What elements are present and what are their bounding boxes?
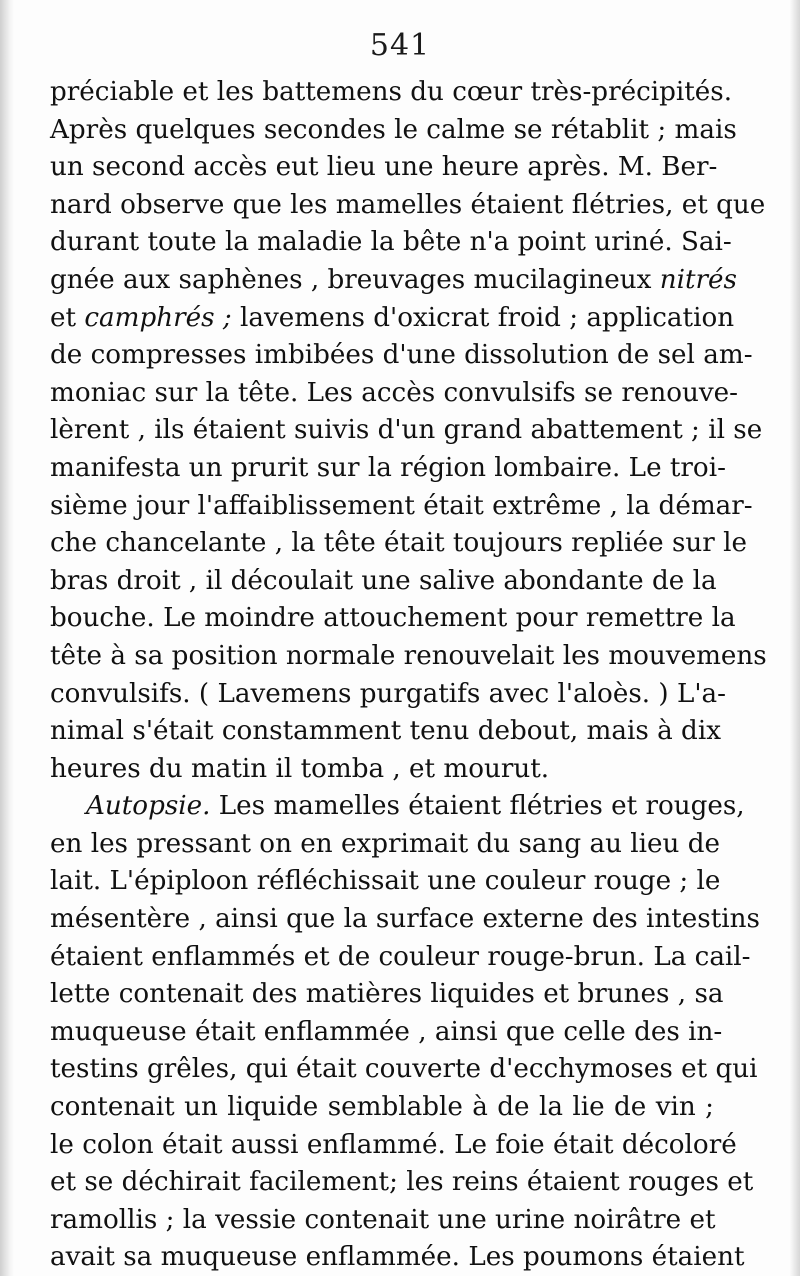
line-text: sième jour l'affaiblissement était extrême , la démar- (50, 490, 753, 521)
text-line (50, 337, 753, 375)
line-text: un second accès eut lieu une heure après. M. Ber- (50, 152, 718, 183)
page-gutter-shadow (0, 0, 14, 1276)
text-line (50, 74, 733, 112)
line-text: Les mamelles étaient flétries et rouges, (210, 791, 745, 822)
line-text: avait sa muqueuse enflammée. Les poumons étaient (50, 1242, 745, 1273)
line-text: préciable et les battemens du cœur très-précipités. (50, 77, 733, 107)
text-line (50, 149, 718, 187)
line-text: nard observe que les mamelles étaient flétries, et que (50, 189, 766, 220)
text-line (50, 300, 735, 338)
line-text: contenait un liquide semblable à de la lie de vin ; (50, 1092, 714, 1123)
text-line (50, 1202, 714, 1240)
line-text: le colon était aussi enflammé. Le foie était décoloré (50, 1129, 737, 1160)
text-line (50, 224, 732, 262)
line-text: muqueuse était enflammée , ainsi que celle des in- (50, 1016, 723, 1047)
line-text: et se déchirait facilement; les reins étaient rouges et (50, 1167, 754, 1198)
text-line (50, 826, 721, 864)
line-text: heures du matin il tomba , et mourut. (50, 753, 550, 784)
text-line (50, 1127, 737, 1165)
line-text: lavemens d'oxicrat froid ; application (231, 302, 735, 333)
text-line (50, 262, 737, 300)
line-text: ramollis ; la vessie contenait une urine noirâtre et (50, 1204, 716, 1235)
italic-text: camphrés ; (84, 302, 232, 333)
line-text: lait. L'épiploon réfléchissait une couleur rouge ; le (50, 866, 721, 897)
line-text: de compresses imbibées d'une dissolution de sel am- (50, 340, 753, 371)
body-text (50, 74, 767, 1277)
text-line (50, 187, 766, 225)
text-line (50, 600, 736, 638)
italic-text: nitrés (659, 264, 737, 295)
text-line (50, 788, 745, 826)
line-text: Après quelques secondes le calme se rétablit ; mais (50, 114, 737, 145)
text-line (50, 901, 760, 939)
line-text: che chancelante , la tête était toujours repliée sur le (50, 528, 747, 559)
text-line (50, 450, 726, 488)
text-line (50, 676, 727, 714)
text-line (50, 751, 714, 789)
line-text: moniac sur la tête. Les accès convulsifs se renouve- (50, 377, 738, 408)
text-line (50, 713, 721, 751)
italic-text: Autopsie. (86, 791, 211, 822)
text-line (50, 1239, 745, 1277)
page-edge-shadow (790, 0, 800, 1276)
text-line (50, 863, 721, 901)
page-number: 541 (369, 28, 431, 63)
text-line (50, 1051, 758, 1089)
line-text: lette contenait des matières liquides et brunes , sa (50, 979, 724, 1010)
line-text: bouche. Le moindre attouchement pour remettre la (50, 603, 736, 634)
line-text: gnée aux saphènes , breuvages mucilagineux (50, 264, 660, 295)
line-text: lèrent , ils étaient suivis d'un grand abattement ; il se (50, 415, 763, 446)
text-line (50, 563, 717, 601)
line-text: et (50, 302, 85, 333)
line-text: convulsifs. ( Lavemens purgatifs avec l'aloès. ) L'a- (50, 678, 727, 709)
text-line (50, 525, 747, 563)
line-text: tête à sa position normale renouvelait les mouvemens (50, 640, 767, 671)
line-text: étaient enflammés et de couleur rouge-brun. La cail- (50, 941, 751, 972)
text-line (50, 1089, 714, 1127)
text-line (50, 375, 738, 413)
line-text: bras droit , il découlait une salive abondante de la (50, 565, 717, 596)
text-line (50, 976, 724, 1014)
line-text: mésentère , ainsi que la surface externe des intestins (50, 904, 760, 935)
line-text: en les pressant on en exprimait du sang au lieu de (50, 828, 721, 859)
text-line (50, 488, 753, 526)
text-line (50, 1014, 723, 1052)
text-line (50, 638, 767, 676)
line-text: durant toute la maladie la bête n'a point uriné. Sai- (50, 227, 732, 258)
text-line (50, 412, 763, 450)
line-text: testins grêles, qui était couverte d'ecchymoses et qui (50, 1054, 758, 1085)
line-text: nimal s'était constamment tenu debout, mais à dix (50, 716, 721, 747)
text-line (50, 1164, 754, 1202)
text-line (50, 112, 737, 150)
text-line (50, 939, 751, 977)
line-text: manifesta un prurit sur la région lombaire. Le troi- (50, 452, 726, 483)
